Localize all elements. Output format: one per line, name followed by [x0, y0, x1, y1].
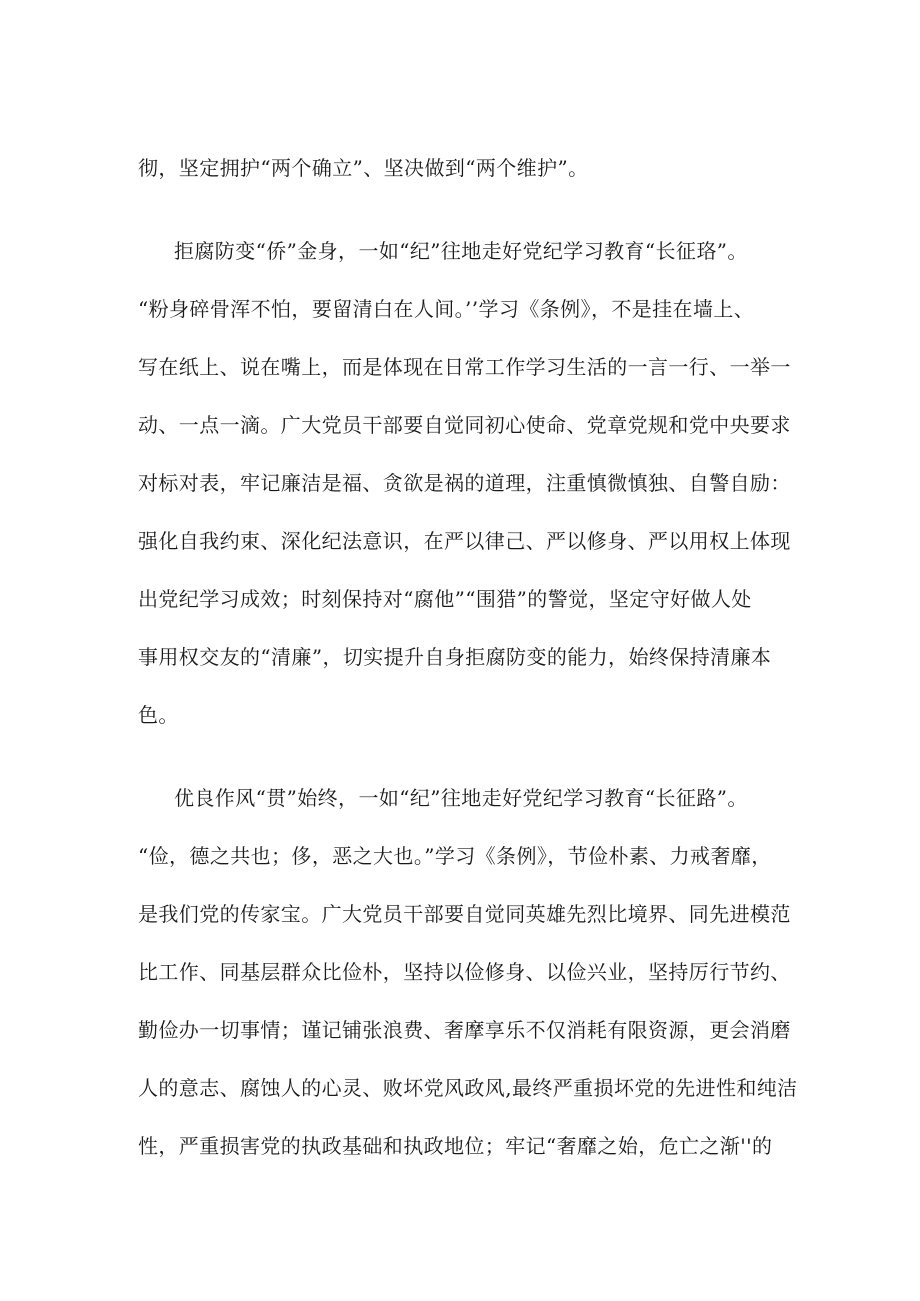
- text-line: 人的意志、腐蚀人的心灵、败坏党风政风,最终严重损坏党的先进性和纯洁: [138, 1076, 798, 1100]
- text-line: 性，严重损害党的执政基础和执政地位；牢记“奢靡之始，危亡之渐''的: [138, 1134, 773, 1158]
- text-line: “俭，德之共也；侈，恶之大也。”学习《条例》，节俭朴素、力戒奢靡，: [138, 844, 772, 868]
- text-line: 动、一点一滴。广大党员干部要自觉同初心使命、党章党规和党中央要求: [138, 413, 791, 437]
- text-line: 出党纪学习成效；时刻保持对“腐他”“围猎”的警觉，坚定守好做人处: [138, 587, 752, 611]
- paragraph-heading-line: 优良作风“贯”始终，一如“纪”往地走好党纪学习教育“长征路”。: [174, 786, 748, 810]
- text-line: 强化自我约束、深化纪法意识，在严以律己、严以修身、严以用权上体现: [138, 529, 791, 553]
- text-line: 色。: [138, 703, 179, 727]
- text-line: 比工作、同基层群众比俭朴，坚持以俭修身、以俭兴业，坚持厉行节约、: [138, 960, 791, 984]
- text-line: 事用权交友的“清廉”，切实提升自身拒腐防变的能力，始终保持清廉本: [138, 645, 772, 669]
- text-line: 彻，坚定拥护“两个确立”、坚决做到“两个维护”。: [138, 156, 589, 180]
- text-line: 写在纸上、说在嘴上，而是体现在日常工作学习生活的一言一行、一举一: [138, 355, 791, 379]
- text-line: “粉身碎骨浑不怕，要留清白在人间。’’学习《条例》，不是挂在墙上、: [138, 297, 755, 321]
- text-line: 是我们党的传家宝。广大党员干部要自觉同英雄先烈比境界、同先进模范: [138, 902, 791, 926]
- text-line: 对标对表，牢记廉洁是福、贪欲是祸的道理，注重慎微慎独、自警自励：: [138, 471, 791, 495]
- paragraph-heading-line: 拒腐防变“侨”金身，一如“纪”往地走好党纪学习教育“长征珞”。: [174, 239, 748, 263]
- text-line: 勤俭办一切事情；谨记铺张浪费、奢摩享乐不仅消耗有限资源，更会消磨: [138, 1018, 791, 1042]
